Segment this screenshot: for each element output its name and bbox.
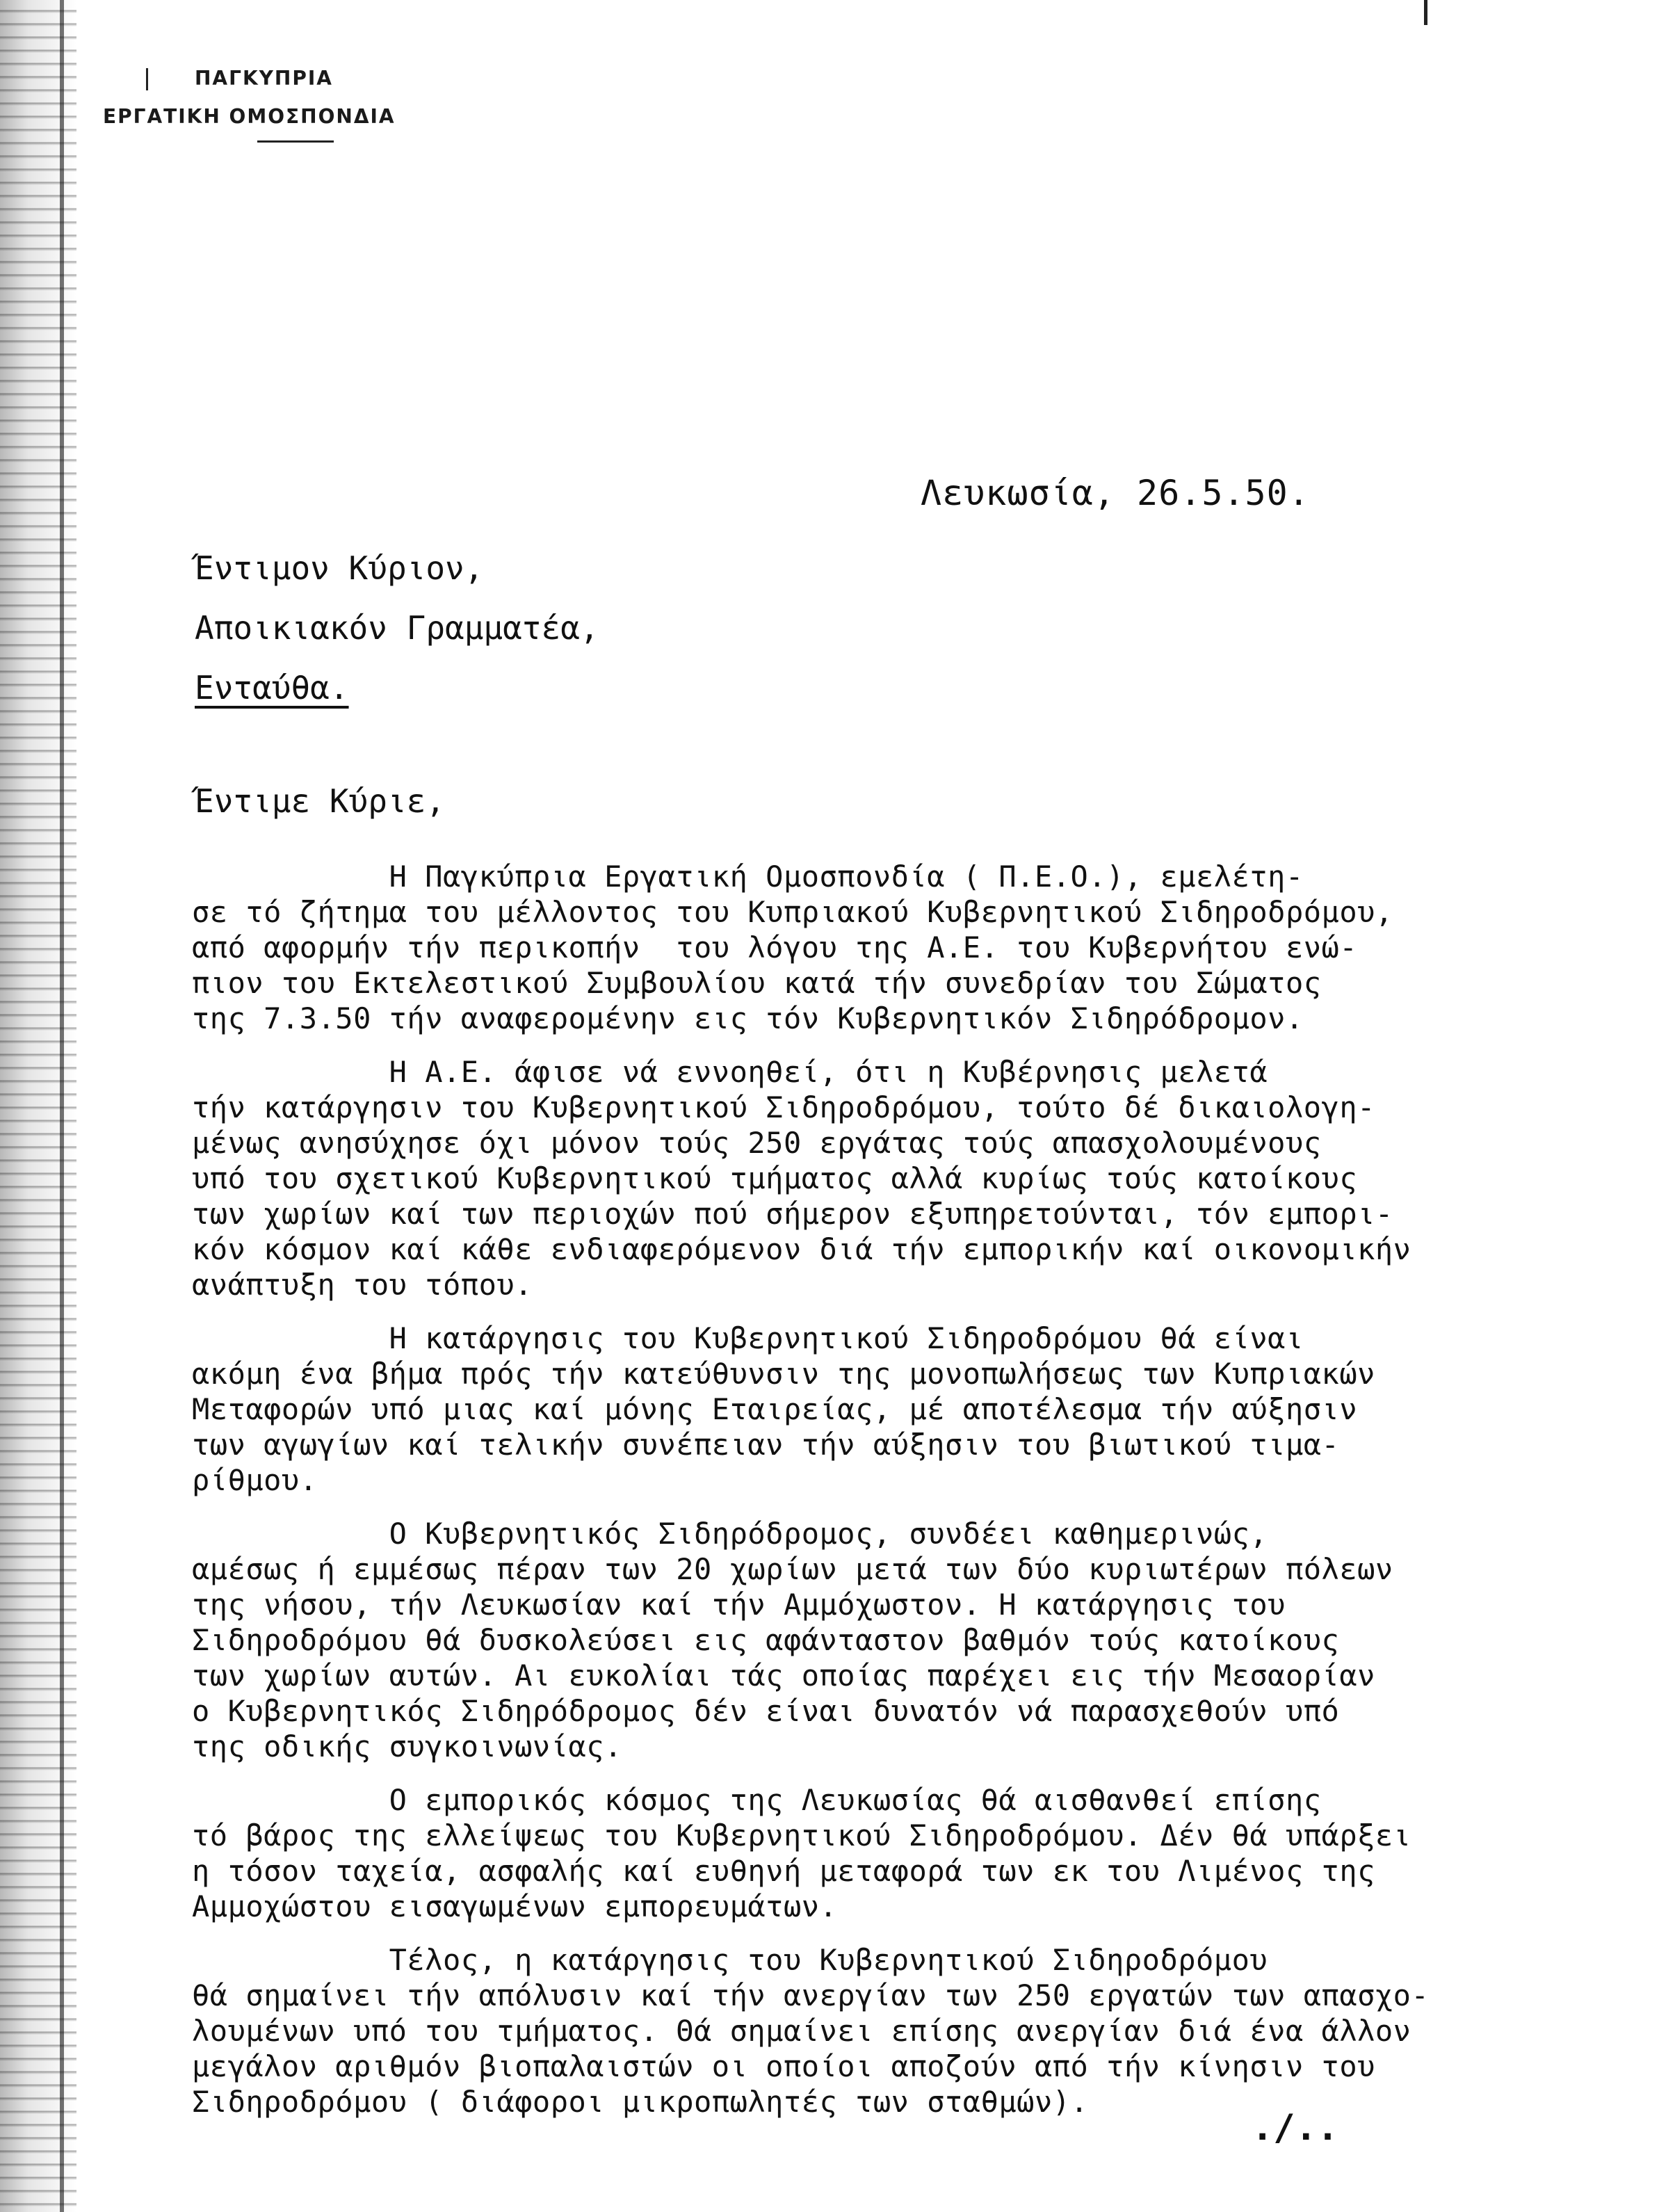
- letterhead-line-1: ΠΑΓΚΥΠΡΙΑ: [195, 67, 333, 90]
- letterhead-mark: [146, 68, 148, 90]
- address-line-3: Ενταύθα.: [195, 669, 349, 707]
- recipient-address: [195, 549, 599, 729]
- body-paragraph: Η Α.Ε. άφισε νά εννοηθεί, ότι η Κυβέρνησις μελετά τήν κατάργησιν του Κυβερνητικού Σιδηροδρόμου, τούτο δέ δικαιολογη- μένως ανησύχησε όχι μόνον τούς 250 εργάτας τούς απασχολουμένους υπό του σχετικού Κυβερνητικού τμήματος αλλά κυρίως τούς κατοίκους των χωρίων καί των περιοχών πού σήμερον εξυπηρετούνται, τόν εμπορι- κόν κόσμον καί κάθε ενδιαφερόμενον διά τήν εμπορικήν καί οικονομικήν ανάπτυξη του τόπου.: [192, 1055, 1411, 1302]
- page-continuation-mark: ./..: [1252, 2107, 1339, 2149]
- body-paragraph: Ο εμπορικός κόσμος της Λευκωσίας θά αισθανθεί επίσης τό βάρος της ελλείψεως του Κυβερνητικού Σιδηροδρόμου. Δέν θά υπάρξει η τόσον ταχεία, ασφαλής καί ευθηνή μεταφορά των εκ του Λιμένος της Αμμοχώστου εισαγωμένων εμπορευμάτων.: [192, 1783, 1411, 1923]
- body-paragraph: Τέλος, η κατάργησις του Κυβερνητικού Σιδηροδρόμου θά σημαίνει τήν απόλυσιν καί τήν ανεργίαν των 250 εργατών των απασχο- λουμένων υπό του τμήματος. Θά σημαίνει επίσης ανεργίαν διά ένα άλλον μεγάλον αριθμόν βιοπαλαιστών οι οποίοι αποζούν από τήν κίνησιν του Σιδηροδρόμου ( διάφοροι μικροπωλητές των σταθμών).: [192, 1943, 1430, 2119]
- letterhead-rule: [257, 140, 334, 143]
- address-line-2: Αποικιακόν Γραμματέα,: [195, 609, 599, 647]
- address-line-1: Έντιμον Κύριον,: [195, 549, 484, 587]
- scan-mark: [1424, 0, 1427, 25]
- body-paragraph: Ο Κυβερνητικός Σιδηρόδρομος, συνδέει καθημερινώς, αμέσως ή εμμέσως πέραν των 20 χωρίων μετά των δύο κυριωτέρων πόλεων της νήσου, τήν Λευκωσίαν καί τήν Αμμόχωστον. Η κατάργησις του Σιδηροδρόμου θά δυσκολεύσει εις αφάνταστον βαθμόν τούς κατοίκους των χωρίων αυτών. Αι ευκολίαι τάς οποίας παρέχει εις τήν Μεσαορίαν ο Κυβερνητικός Σιδηρόδρομος δέν είναι δυνατόν νά παρασχεθούν υπό της οδικής συγκοινωνίας.: [192, 1517, 1393, 1763]
- letterhead: [103, 67, 492, 143]
- scan-edge-shadow: [0, 0, 76, 2212]
- letterhead-line-2: ΕΡΓΑΤΙΚΗ ΟΜΟΣΠΟΝΔΙΑ: [103, 105, 396, 128]
- body-paragraph: Η κατάργησις του Κυβερνητικού Σιδηροδρόμου θά είναι ακόμη ένα βήμα πρός τήν κατεύθυνσιν της μονοπωλήσεως των Κυπριακών Μεταφορών υπό μιας καί μόνης Εταιρείας, μέ αποτέλεσμα τήν αύξησιν των αγωγίων καί τελικήν συνέπειαν τήν αύξησιν του βιωτικού τιμα- ρίθμου.: [192, 1321, 1375, 1497]
- letter-date: Λευκωσία, 26.5.50.: [921, 473, 1310, 513]
- scan-binding-line: [60, 0, 64, 2212]
- salutation: Έντιμε Κύριε,: [195, 782, 446, 820]
- letter-body: [192, 859, 1638, 2120]
- body-paragraph: Η Παγκύπρια Εργατική Ομοσπονδία ( Π.Ε.Ο.), εμελέτη- σε τό ζήτημα του μέλλοντος του Κυπριακού Κυβερνητικού Σιδηροδρόμου, από αφορμήν τήν περικοπήν του λόγου της Α.Ε. του Κυβερνήτου ενώ- πιον του Εκτελεστικού Συμβουλίου κατά τήν συνεδρίαν του Σώματος της 7.3.50 τήν αναφερομένην εις τόν Κυβερνητικόν Σιδηρόδρομον.: [192, 859, 1393, 1035]
